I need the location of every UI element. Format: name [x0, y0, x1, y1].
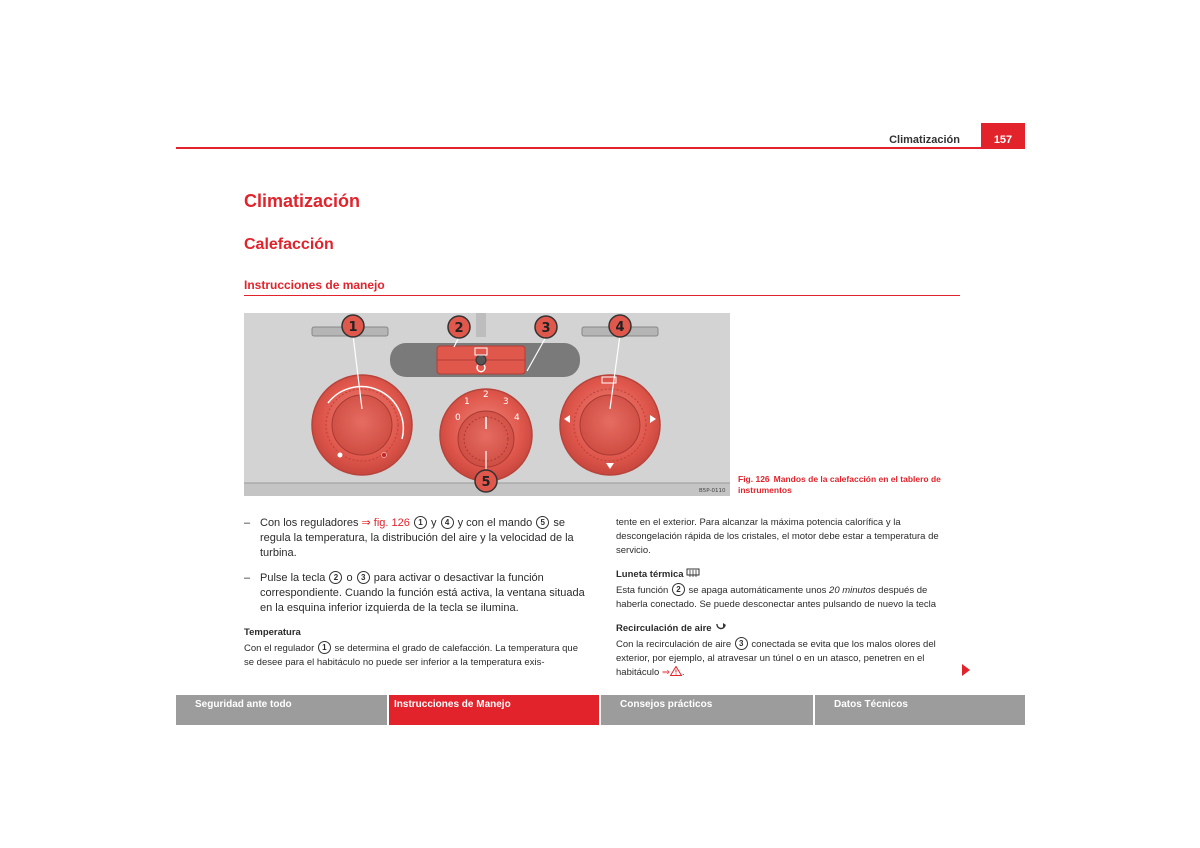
text-run: después de haberla conectado. Se puede desconectar antes pulsando de nuevo la tecla — [616, 585, 937, 610]
right-column — [616, 516, 961, 680]
callout-ref: 5 — [536, 516, 549, 529]
continue-arrow-icon[interactable] — [962, 664, 970, 676]
callout-3 — [535, 316, 557, 338]
chapter-title: Climatización — [244, 191, 361, 211]
figure-caption — [738, 474, 968, 496]
recirculation-paragraph — [616, 637, 961, 680]
callout-ref: 2 — [672, 583, 685, 596]
figure-number: Fig. 126 — [738, 474, 770, 484]
figure-link[interactable]: ⇒ fig. 126 — [361, 517, 410, 529]
rear-window-heading-text: Luneta térmica — [616, 569, 684, 580]
footer-nav — [176, 695, 1025, 725]
instruction-bullet-2 — [244, 571, 589, 616]
callout-ref: 3 — [357, 571, 370, 584]
bullet-dash: – — [244, 572, 251, 584]
recirculation-heading — [616, 622, 961, 635]
fan-dial-number: 2 — [483, 390, 489, 400]
tab-consejos[interactable]: Consejos prácticos — [601, 695, 813, 725]
tab-instrucciones[interactable]: Instrucciones de Manejo — [389, 695, 599, 725]
callout-ref: 2 — [329, 571, 342, 584]
svg-text:2: 2 — [454, 321, 464, 336]
warning-link[interactable]: ⇒ — [661, 667, 670, 678]
rear-window-paragraph — [616, 583, 961, 612]
page-number: 157 — [981, 123, 1025, 149]
running-title: Climatización — [889, 134, 960, 146]
temperature-heading: Temperatura — [244, 627, 301, 638]
svg-text:4: 4 — [615, 320, 625, 335]
callout-4 — [609, 315, 631, 337]
text-run: o — [343, 572, 356, 584]
rear-window-heading — [616, 568, 961, 581]
callout-ref: 4 — [441, 516, 454, 529]
bullet-dash: – — [244, 517, 251, 529]
figure-caption-text: Mandos de la calefacción en el tablero de instrumentos — [738, 474, 941, 495]
text-run: Esta función — [616, 585, 671, 596]
section-title: Calefacción — [244, 236, 334, 253]
fan-dial-number: 0 — [455, 413, 461, 423]
svg-text:5: 5 — [481, 475, 491, 490]
continued-paragraph: tente en el exterior. Para alcanzar la máxima potencia calorífica y la descongelación rápida de los cristales, el motor debe estar a temperatura de servicio. — [616, 517, 939, 556]
text-run: Con el regulador — [244, 643, 317, 654]
text-run: se apaga automáticamente unos — [685, 585, 830, 596]
text-run: Con la recirculación de aire — [616, 639, 734, 650]
text-run: se determina el grado de calefacción. La temperatura que se desee para el habitáculo no puede ser inferior a la temperatura exis- — [244, 643, 578, 668]
subsection-rule — [244, 295, 960, 296]
tab-seguridad[interactable]: Seguridad ante todo — [176, 695, 387, 725]
emphasis: 20 minutos — [829, 585, 876, 596]
text-run: conectada se evita que los malos olores del exterior, por ejemplo, al atravesar un túnel o en un atasco, penetren en el habitáculo — [616, 639, 936, 678]
svg-text:1: 1 — [348, 320, 358, 335]
tab-datos[interactable]: Datos Técnicos — [815, 695, 1025, 725]
figure-code: B5P-0110 — [699, 488, 726, 494]
callout-5 — [475, 470, 497, 492]
recirculation-heading-text: Recirculación de aire — [616, 623, 712, 634]
air-recirculation-icon — [714, 622, 728, 632]
callout-ref: 1 — [318, 641, 331, 654]
heater-controls-illustration — [244, 313, 730, 496]
rear-window-heater-icon — [686, 568, 700, 578]
callout-2 — [448, 316, 470, 338]
fan-dial-number: 1 — [464, 397, 470, 407]
warning-triangle-icon — [670, 666, 682, 676]
text-run: . — [681, 667, 685, 678]
text-run: para activar o desactivar la función correspondiente. Cuando la función está activa, la ventana situada en la esquina inferior izquierda de la tecla se ilumina. — [260, 572, 585, 614]
fan-dial-number: 3 — [503, 397, 509, 407]
header-rule — [176, 147, 1025, 149]
instruction-bullet-1 — [244, 516, 589, 561]
fan-dial-number: 4 — [514, 413, 520, 423]
subsection-title: Instrucciones de manejo — [244, 278, 385, 292]
temperature-paragraph — [244, 641, 589, 670]
text-run: y con el mando — [454, 517, 536, 529]
svg-text:3: 3 — [541, 321, 551, 336]
heater-controls-figure — [244, 313, 730, 496]
text-run: Con los reguladores — [260, 517, 362, 529]
callout-ref: 1 — [414, 516, 427, 529]
callout-1 — [342, 315, 364, 337]
callout-ref: 3 — [735, 637, 748, 650]
text-run: y — [427, 517, 440, 529]
left-column — [244, 516, 589, 670]
text-run: se regula la temperatura, la distribución del aire y la velocidad de la turbina. — [260, 517, 574, 559]
text-run: Pulse la tecla — [260, 572, 329, 584]
